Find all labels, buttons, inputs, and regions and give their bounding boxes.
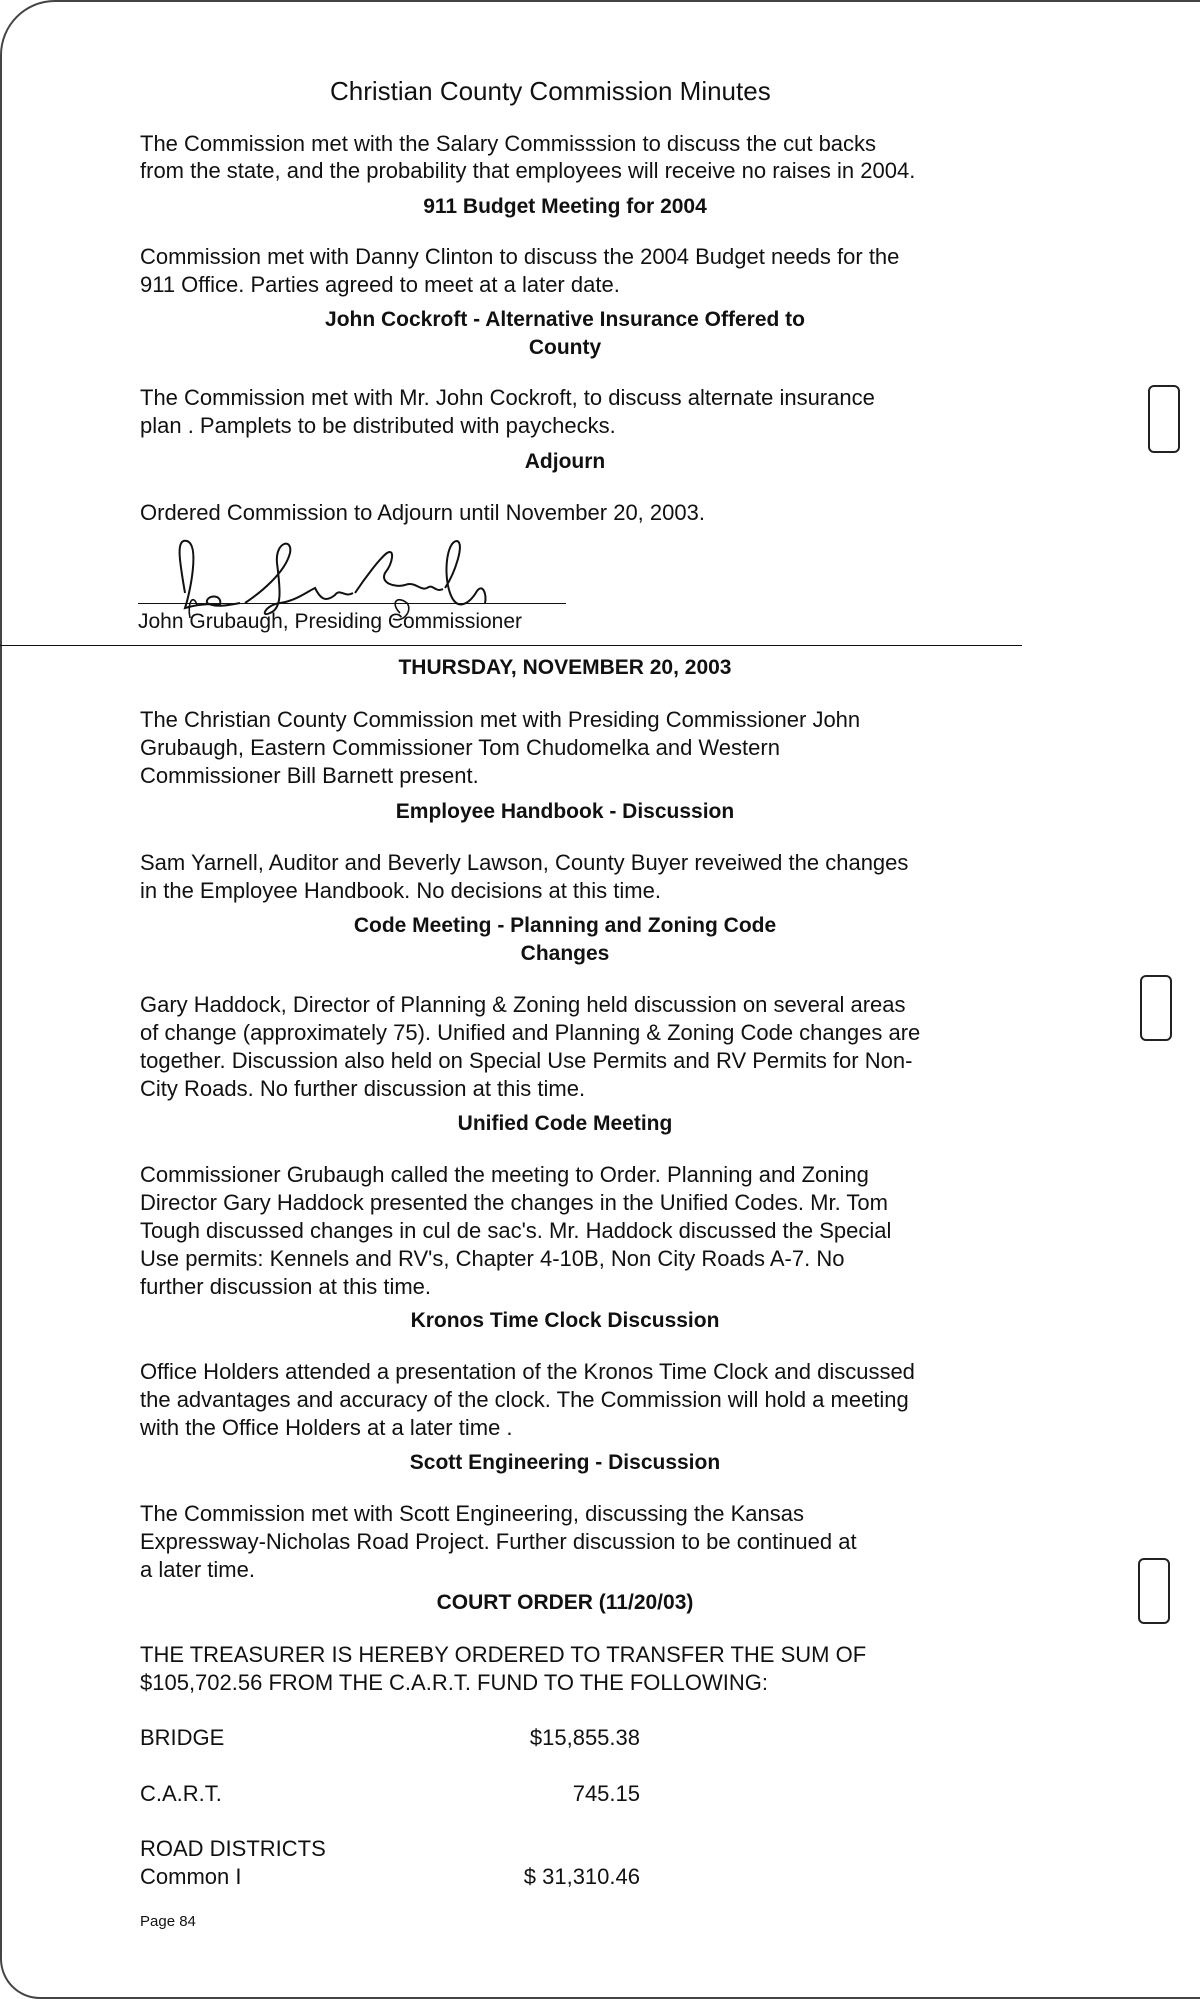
section-divider [0,645,1022,646]
kronos-line-3: with the Office Holders at a later time . [140,1415,513,1440]
scott-line-2: Expressway-Nicholas Road Project. Further discussion to be continued at [140,1529,857,1554]
intro-line-1: The Commission met with the Salary Commisssion to discuss the cut backs [140,131,877,156]
sec911-line-1: Commission met with Danny Clinton to discuss the 2004 Budget needs for the [140,244,900,269]
binder-hole-mark [1138,1558,1170,1624]
unified-line-2: Director Gary Haddock presented the changes in the Unified Codes. Mr. Tom [140,1190,888,1215]
intro-line-2: from the state, and the probability that employees will receive no raises in 2004. [140,158,916,183]
road-districts-label: ROAD DISTRICTS [140,1836,326,1861]
item-cart-label: C.A.R.T. [140,1781,222,1806]
thursday-line-3: Commissioner Bill Barnett present. [140,763,479,788]
codemeeting-line-3: together. Discussion also held on Special Use Permits and RV Permits for Non- [140,1048,913,1073]
courtorder-line-2: $105,702.56 FROM THE C.A.R.T. FUND TO THE FOLLOWING: [140,1670,768,1695]
heading-adjourn: Adjourn [524,450,606,473]
heading-cockroft-1: John Cockroft - Alternative Insurance Offered to [325,308,805,331]
kronos-line-2: the advantages and accuracy of the clock. The Commission will hold a meeting [140,1387,909,1412]
document-title: Christian County Commission Minutes [330,76,771,106]
unified-line-3: Tough discussed changes in cul de sac's. Mr. Haddock discussed the Special [140,1218,892,1243]
binder-hole-mark [1148,385,1180,453]
thursday-line-1: The Christian County Commission met with Presiding Commissioner John [140,707,861,732]
sec911-line-2: 911 Office. Parties agreed to meet at a later date. [140,272,620,297]
item-cart-amount: 745.15 [572,1781,640,1806]
heading-codemeeting-2: Changes [520,942,610,965]
unified-line-4: Use permits: Kennels and RV's, Chapter 4-10B, Non City Roads A-7. No [140,1246,845,1271]
kronos-line-1: Office Holders attended a presentation of the Kronos Time Clock and discussed [140,1359,915,1384]
item-bridge-label: BRIDGE [140,1725,225,1750]
adjourn-line: Ordered Commission to Adjourn until November 20, 2003. [140,500,705,525]
cockroft-line-2: plan . Pamplets to be distributed with paychecks. [140,413,616,438]
handbook-line-2: in the Employee Handbook. No decisions at this time. [140,878,661,903]
heading-thursday: THURSDAY, NOVEMBER 20, 2003 [398,656,732,679]
heading-court-order: COURT ORDER (11/20/03) [436,1591,694,1614]
heading-handbook: Employee Handbook - Discussion [395,800,735,823]
heading-kronos: Kronos Time Clock Discussion [410,1309,720,1332]
unified-line-5: further discussion at this time. [140,1274,432,1299]
signature-line [138,603,566,604]
cockroft-line-1: The Commission met with Mr. John Cockroft, to discuss alternate insurance [140,385,875,410]
heading-codemeeting-1: Code Meeting - Planning and Zoning Code [353,914,777,937]
handbook-line-1: Sam Yarnell, Auditor and Beverly Lawson, County Buyer reveiwed the changes [140,850,909,875]
scott-line-3: a later time. [140,1557,255,1582]
thursday-line-2: Grubaugh, Eastern Commissioner Tom Chudomelka and Western [140,735,780,760]
codemeeting-line-2: of change (approximately 75). Unified and Planning & Zoning Code changes are [140,1020,921,1045]
codemeeting-line-1: Gary Haddock, Director of Planning & Zoning held discussion on several areas [140,992,906,1017]
heading-911-budget: 911 Budget Meeting for 2004 [423,195,707,218]
item-bridge-amount: $15,855.38 [529,1725,640,1750]
binder-hole-mark [1140,975,1172,1041]
page-number: Page 84 [140,1913,196,1930]
common-label: Common I [140,1864,242,1889]
courtorder-line-1: THE TREASURER IS HEREBY ORDERED TO TRANSFER THE SUM OF [140,1642,867,1667]
scott-line-1: The Commission met with Scott Engineering, discussing the Kansas [140,1501,804,1526]
unified-line-1: Commissioner Grubaugh called the meeting to Order. Planning and Zoning [140,1162,869,1187]
heading-unified: Unified Code Meeting [457,1112,673,1135]
signature-caption: John Grubaugh, Presiding Commissioner [138,610,523,633]
heading-cockroft-2: County [528,336,602,359]
heading-scott: Scott Engineering - Discussion [409,1451,721,1474]
codemeeting-line-4: City Roads. No further discussion at this time. [140,1076,586,1101]
common-amount: $ 31,310.46 [523,1864,640,1889]
